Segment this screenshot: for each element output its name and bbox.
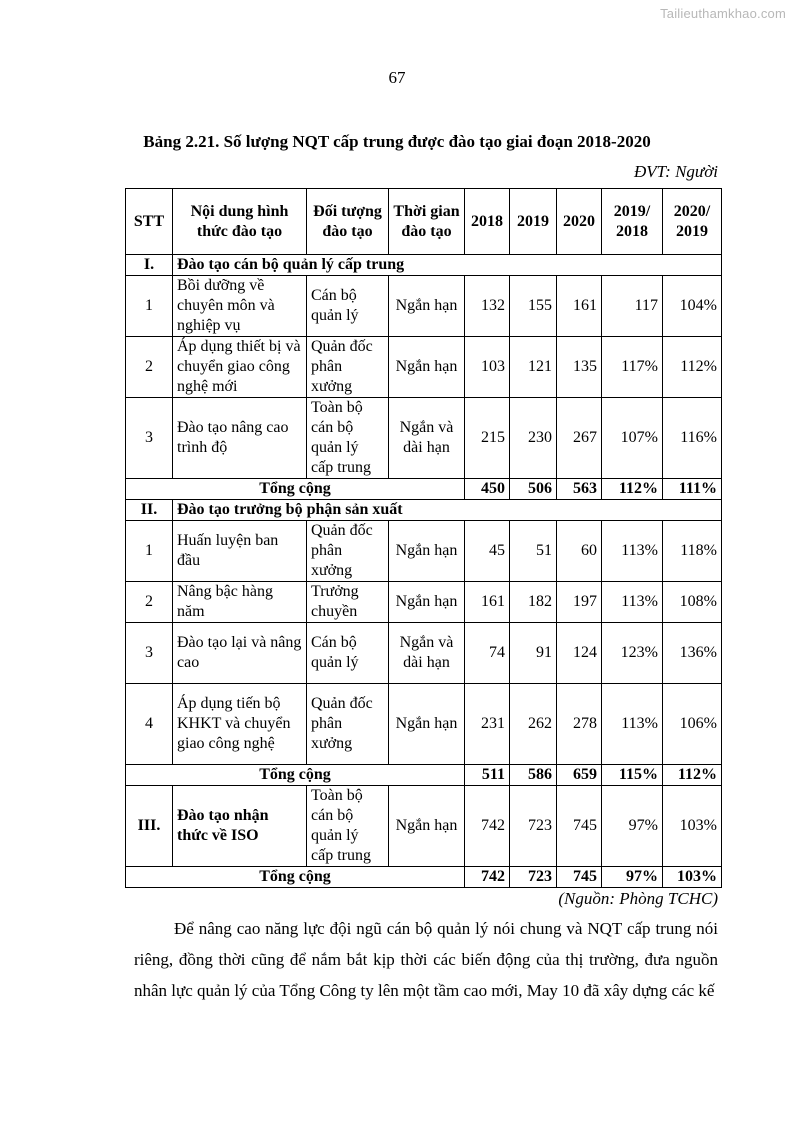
cell-2019: 262 xyxy=(510,684,557,765)
cell-2020: 135 xyxy=(557,337,602,398)
cell-2019: 91 xyxy=(510,623,557,684)
cell-content: Huấn luyện ban đầu xyxy=(173,521,307,582)
cell-content: Nâng bậc hàng năm xyxy=(173,582,307,623)
cell-stt: 3 xyxy=(126,398,173,479)
cell-stt: 4 xyxy=(126,684,173,765)
total-2019: 723 xyxy=(510,867,557,888)
cell-ratio-1: 113% xyxy=(602,582,663,623)
watermark: Tailieuthamkhao.com xyxy=(660,6,786,21)
total-2020: 745 xyxy=(557,867,602,888)
cell-ratio-2: 118% xyxy=(663,521,722,582)
total-label: Tổng cộng xyxy=(126,867,465,888)
cell-2018: 74 xyxy=(465,623,510,684)
total-2018: 742 xyxy=(465,867,510,888)
source-note: (Nguồn: Phòng TCHC) xyxy=(558,889,718,908)
table-row xyxy=(126,684,722,765)
table-row xyxy=(126,582,722,623)
total-ratio-1: 112% xyxy=(602,479,663,500)
cell-ratio-2: 104% xyxy=(663,276,722,337)
cell-2020: 161 xyxy=(557,276,602,337)
section-number: I. xyxy=(126,255,173,276)
cell-target: Quản đốc phân xưởng xyxy=(307,684,389,765)
cell-content: Áp dụng thiết bị và chuyển giao công nghệ mới xyxy=(173,337,307,398)
cell-content: Đào tạo nhận thức về ISO xyxy=(173,786,307,867)
total-2018: 511 xyxy=(465,765,510,786)
section-heading-row xyxy=(126,255,722,276)
header-ratio-2020-2019: 2020/ 2019 xyxy=(663,189,722,255)
cell-2020: 267 xyxy=(557,398,602,479)
cell-target: Cán bộ quản lý xyxy=(307,623,389,684)
cell-2018: 103 xyxy=(465,337,510,398)
section-title: Đào tạo trưởng bộ phận sản xuất xyxy=(173,500,722,521)
cell-ratio-1: 123% xyxy=(602,623,663,684)
cell-2019: 51 xyxy=(510,521,557,582)
header-2020: 2020 xyxy=(557,189,602,255)
section-heading-row xyxy=(126,500,722,521)
page-number: 67 xyxy=(388,68,406,87)
table-row xyxy=(126,623,722,684)
total-2018: 450 xyxy=(465,479,510,500)
total-ratio-2: 103% xyxy=(663,867,722,888)
cell-2018: 45 xyxy=(465,521,510,582)
header-2018: 2018 xyxy=(465,189,510,255)
section-title: Đào tạo cán bộ quản lý cấp trung xyxy=(173,255,722,276)
cell-stt: 1 xyxy=(126,521,173,582)
body-paragraph: Để nâng cao năng lực đội ngũ cán bộ quản lý nói chung và NQT cấp trung nói riêng, đồng thời cũng để nắm bắt kịp thời các biến động của thị trường, đưa nguồn nhân lực quản lý của Tổng Công ty lên một tầm cao mới, May 10 đã xây dựng các kế xyxy=(134,919,718,1000)
table-row xyxy=(126,521,722,582)
cell-duration: Ngắn hạn xyxy=(389,521,465,582)
cell-2019: 155 xyxy=(510,276,557,337)
total-ratio-2: 112% xyxy=(663,765,722,786)
cell-2018: 132 xyxy=(465,276,510,337)
table-row xyxy=(126,398,722,479)
header-content: Nội dung hình thức đào tạo xyxy=(173,189,307,255)
total-row xyxy=(126,479,722,500)
total-2020: 563 xyxy=(557,479,602,500)
total-ratio-2: 111% xyxy=(663,479,722,500)
cell-2018: 161 xyxy=(465,582,510,623)
cell-ratio-1: 113% xyxy=(602,521,663,582)
cell-duration: Ngắn và dài hạn xyxy=(389,398,465,479)
cell-ratio-1: 117 xyxy=(602,276,663,337)
cell-2019: 230 xyxy=(510,398,557,479)
cell-content: Đào tạo nâng cao trình độ xyxy=(173,398,307,479)
section-number: III. xyxy=(126,786,173,867)
cell-stt: 3 xyxy=(126,623,173,684)
table-row xyxy=(126,337,722,398)
cell-2020: 278 xyxy=(557,684,602,765)
table-title: Bảng 2.21. Số lượng NQT cấp trung được đào tạo giai đoạn 2018-2020 xyxy=(143,132,651,151)
total-2019: 506 xyxy=(510,479,557,500)
total-label: Tổng cộng xyxy=(126,479,465,500)
cell-content: Đào tạo lại và nâng cao xyxy=(173,623,307,684)
cell-ratio-2: 116% xyxy=(663,398,722,479)
cell-ratio-1: 107% xyxy=(602,398,663,479)
cell-2019: 182 xyxy=(510,582,557,623)
cell-2020: 60 xyxy=(557,521,602,582)
cell-ratio-1: 97% xyxy=(602,786,663,867)
unit-note: ĐVT: Người xyxy=(634,162,718,181)
table-row xyxy=(126,786,722,867)
cell-2020: 197 xyxy=(557,582,602,623)
cell-duration: Ngắn hạn xyxy=(389,786,465,867)
cell-2020: 124 xyxy=(557,623,602,684)
cell-ratio-2: 108% xyxy=(663,582,722,623)
cell-ratio-2: 103% xyxy=(663,786,722,867)
cell-target: Toàn bộ cán bộ quản lý cấp trung xyxy=(307,398,389,479)
cell-target: Toàn bộ cán bộ quản lý cấp trung xyxy=(307,786,389,867)
table-row xyxy=(126,276,722,337)
header-2019: 2019 xyxy=(510,189,557,255)
cell-ratio-1: 117% xyxy=(602,337,663,398)
cell-duration: Ngắn hạn xyxy=(389,582,465,623)
cell-ratio-2: 136% xyxy=(663,623,722,684)
cell-2020: 745 xyxy=(557,786,602,867)
cell-stt: 1 xyxy=(126,276,173,337)
cell-2019: 121 xyxy=(510,337,557,398)
cell-ratio-2: 106% xyxy=(663,684,722,765)
total-label: Tổng cộng xyxy=(126,765,465,786)
total-2019: 586 xyxy=(510,765,557,786)
cell-2018: 215 xyxy=(465,398,510,479)
cell-2019: 723 xyxy=(510,786,557,867)
cell-2018: 231 xyxy=(465,684,510,765)
total-row xyxy=(126,867,722,888)
total-2020: 659 xyxy=(557,765,602,786)
cell-target: Cán bộ quản lý xyxy=(307,276,389,337)
cell-target: Trưởng chuyền xyxy=(307,582,389,623)
cell-2018: 742 xyxy=(465,786,510,867)
cell-ratio-1: 113% xyxy=(602,684,663,765)
header-duration: Thời gian đào tạo xyxy=(389,189,465,255)
cell-stt: 2 xyxy=(126,337,173,398)
total-ratio-1: 97% xyxy=(602,867,663,888)
cell-duration: Ngắn hạn xyxy=(389,276,465,337)
total-ratio-1: 115% xyxy=(602,765,663,786)
training-table xyxy=(125,188,722,888)
header-ratio-2019-2018: 2019/ 2018 xyxy=(602,189,663,255)
cell-stt: 2 xyxy=(126,582,173,623)
header-stt: STT xyxy=(126,189,173,255)
cell-content: Áp dụng tiến bộ KHKT và chuyển giao công nghệ xyxy=(173,684,307,765)
cell-ratio-2: 112% xyxy=(663,337,722,398)
cell-duration: Ngắn hạn xyxy=(389,337,465,398)
cell-target: Quản đốc phân xưởng xyxy=(307,521,389,582)
cell-target: Quản đốc phân xưởng xyxy=(307,337,389,398)
cell-content: Bồi dưỡng về chuyên môn và nghiệp vụ xyxy=(173,276,307,337)
cell-duration: Ngắn và dài hạn xyxy=(389,623,465,684)
cell-duration: Ngắn hạn xyxy=(389,684,465,765)
total-row xyxy=(126,765,722,786)
section-number: II. xyxy=(126,500,173,521)
table-header-row xyxy=(126,189,722,255)
header-target: Đối tượng đào tạo xyxy=(307,189,389,255)
